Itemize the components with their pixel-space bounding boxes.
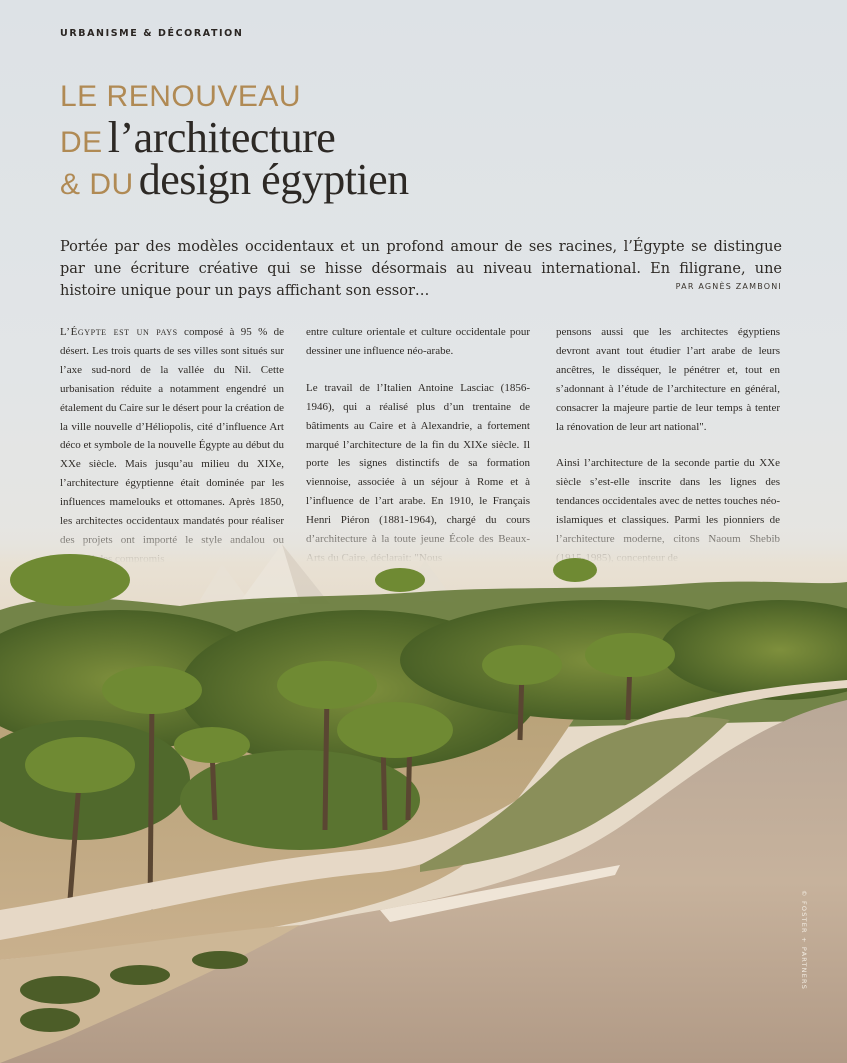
- photo-credit: © FOSTER + PARTNERS: [800, 890, 808, 991]
- title-line-2: [60, 113, 336, 162]
- body-text: composé à 95 % de désert. Les trois quarts de ses villes sont situés sur l’axe sud-nord de la vallée du Nil. Cette urbanisation réduite a notamment engendré un étalement du Caire sur le désert pour la création de la ville nouvelle d’Héliopolis, cité d’influence Art déco et symbole de la nouvelle Égypte au début du XXe siècle. Mais jusqu’au milieu du XIXe, l’architecture égyptienne était dominée par les influences mamelouks et ottomanes. Après 1850,: [60, 326, 284, 509]
- title-line-1: [60, 82, 301, 112]
- lead-paragraph: Portée par des modèles occidentaux et un profond amour de ses racines, l’Égypte se distingue par une écriture créative qui se hisse désormais au niveau international. En filigrane, une histoire unique pour un pays affichant son essor…: [60, 239, 782, 299]
- title-serif-2: l’architecture: [107, 113, 336, 162]
- body-paragraph: Le travail de l’Italien Antoine Lasciac (1856-1946), qui a réalisé plus d’un trentaine de bâtiments au Caire et à Alexandrie, a fortement marqué l’architecture de la fin du XIXe siècle. Il porte les signes distinctifs de sa formation viennoise, associée à un séjour à Rome et à l’influence de l’art arabe. En 1910, le Français: [306, 381, 530, 508]
- title-caps-1: LE RENOUVEAU: [60, 80, 302, 113]
- title-caps-3: & DU: [60, 168, 134, 201]
- byline: PAR AGNÈS ZAMBONI: [675, 282, 782, 291]
- body-paragraph: pensons aussi que les architectes égyptiens devront avant tout étudier l’art arabe de leurs ancêtres, le disséquer, le pénétrer et, tout en s’adonnant à l’étude de l’architecture en général, consacrer la majeure partie de leur temps à tenter la rénovation de leur art national".: [556, 326, 780, 433]
- body-paragraph: Ainsi l’architecture de la seconde partie du XXe siècle s’est-elle inscrite dans les lignes des tendances occidentales avec de nettes touches néo-: [556, 457, 780, 508]
- drop-lead-in: L’Égypte est un pays: [60, 326, 178, 338]
- title-caps-2: DE: [60, 126, 103, 159]
- title-serif-3: design égyptien: [138, 155, 409, 204]
- section-label: URBANISME & DÉCORATION: [60, 28, 244, 39]
- landscape-photo: [0, 520, 847, 1063]
- body-paragraph: entre culture orientale et culture occidentale pour dessiner une influence néo-arabe.: [306, 326, 530, 357]
- title-line-3: [60, 155, 409, 204]
